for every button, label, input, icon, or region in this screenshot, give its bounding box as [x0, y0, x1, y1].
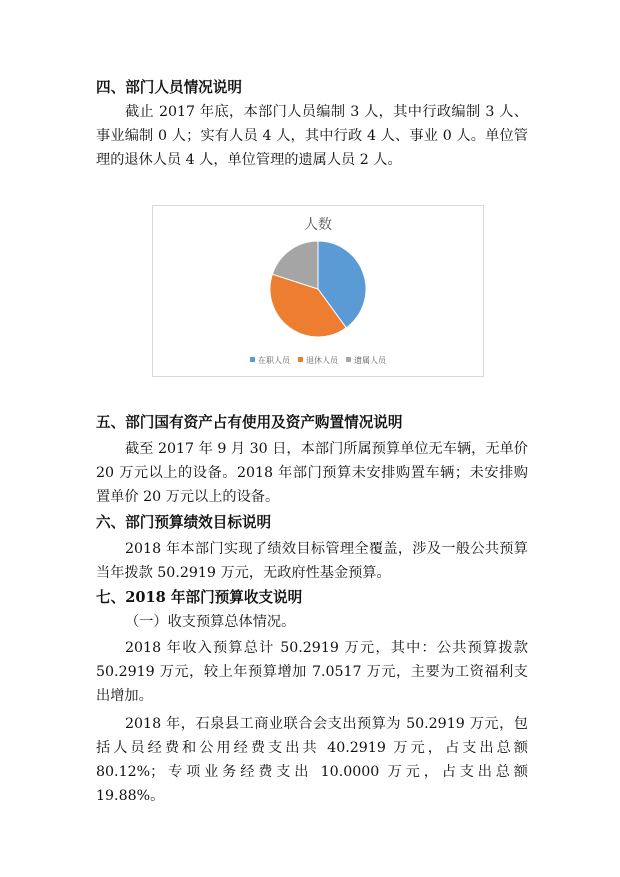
legend-item-1 [250, 355, 290, 366]
subheading-budget-overview: （一）收支预算总体情况。 [125, 614, 296, 630]
legend-item-2 [298, 355, 338, 366]
legend-swatch [298, 357, 303, 362]
section-heading-assets: 五、部门国有资产占有使用及资产购置情况说明 [96, 414, 403, 431]
paragraph-performance: 2018 年本部门实现了绩效目标管理全覆盖，涉及一般公共预算当年拨款 50.2919 万元，无政府性基金预算。 [96, 541, 528, 581]
section-heading-budget: 七、2018 年部门预算收支说明 [96, 589, 303, 606]
legend-item-3 [346, 355, 386, 366]
staff-pie-chart [152, 205, 484, 377]
legend-swatch [346, 357, 351, 362]
pie-chart-svg [153, 206, 483, 376]
section-heading-performance: 六、部门预算绩效目标说明 [96, 514, 272, 531]
section-heading-staffing: 四、部门人员情况说明 [96, 79, 242, 96]
legend-label: 在职人员 [258, 356, 290, 365]
chart-title: 人数 [304, 217, 332, 233]
paragraph-budget-expenditure: 2018 年，石泉县工商业联合会支出预算为 50.2919 万元，包括人员经费和公用经费支出共 40.2919 万元，占支出总额 80.12%；专项业务经费支出 10.0000 万元，占支出总额 19.88%。 [96, 716, 528, 804]
legend-swatch [250, 357, 255, 362]
chart-legend [153, 355, 483, 366]
legend-label: 遗属人员 [354, 356, 386, 365]
paragraph-budget-income: 2018 年收入预算总计 50.2919 万元，其中：公共预算拨款 50.2919 万元，较上年预算增加 7.0517 万元，主要为工资福利支出增加。 [96, 640, 528, 704]
paragraph-staffing: 截止 2017 年底，本部门人员编制 3 人，其中行政编制 3 人、事业编制 0 人；实有人员 4 人，其中行政 4 人、事业 0 人。单位管理的退休人员 4 人，单位管理的遗属人员 2 人。 [96, 104, 528, 168]
paragraph-assets: 截至 2017 年 9 月 30 日，本部门所属预算单位无车辆，无单价 20 万元以上的设备。2018 年部门预算未安排购置车辆；未安排购置单价 20 万元以上的设备。 [96, 441, 528, 505]
legend-label: 退休人员 [306, 356, 338, 365]
